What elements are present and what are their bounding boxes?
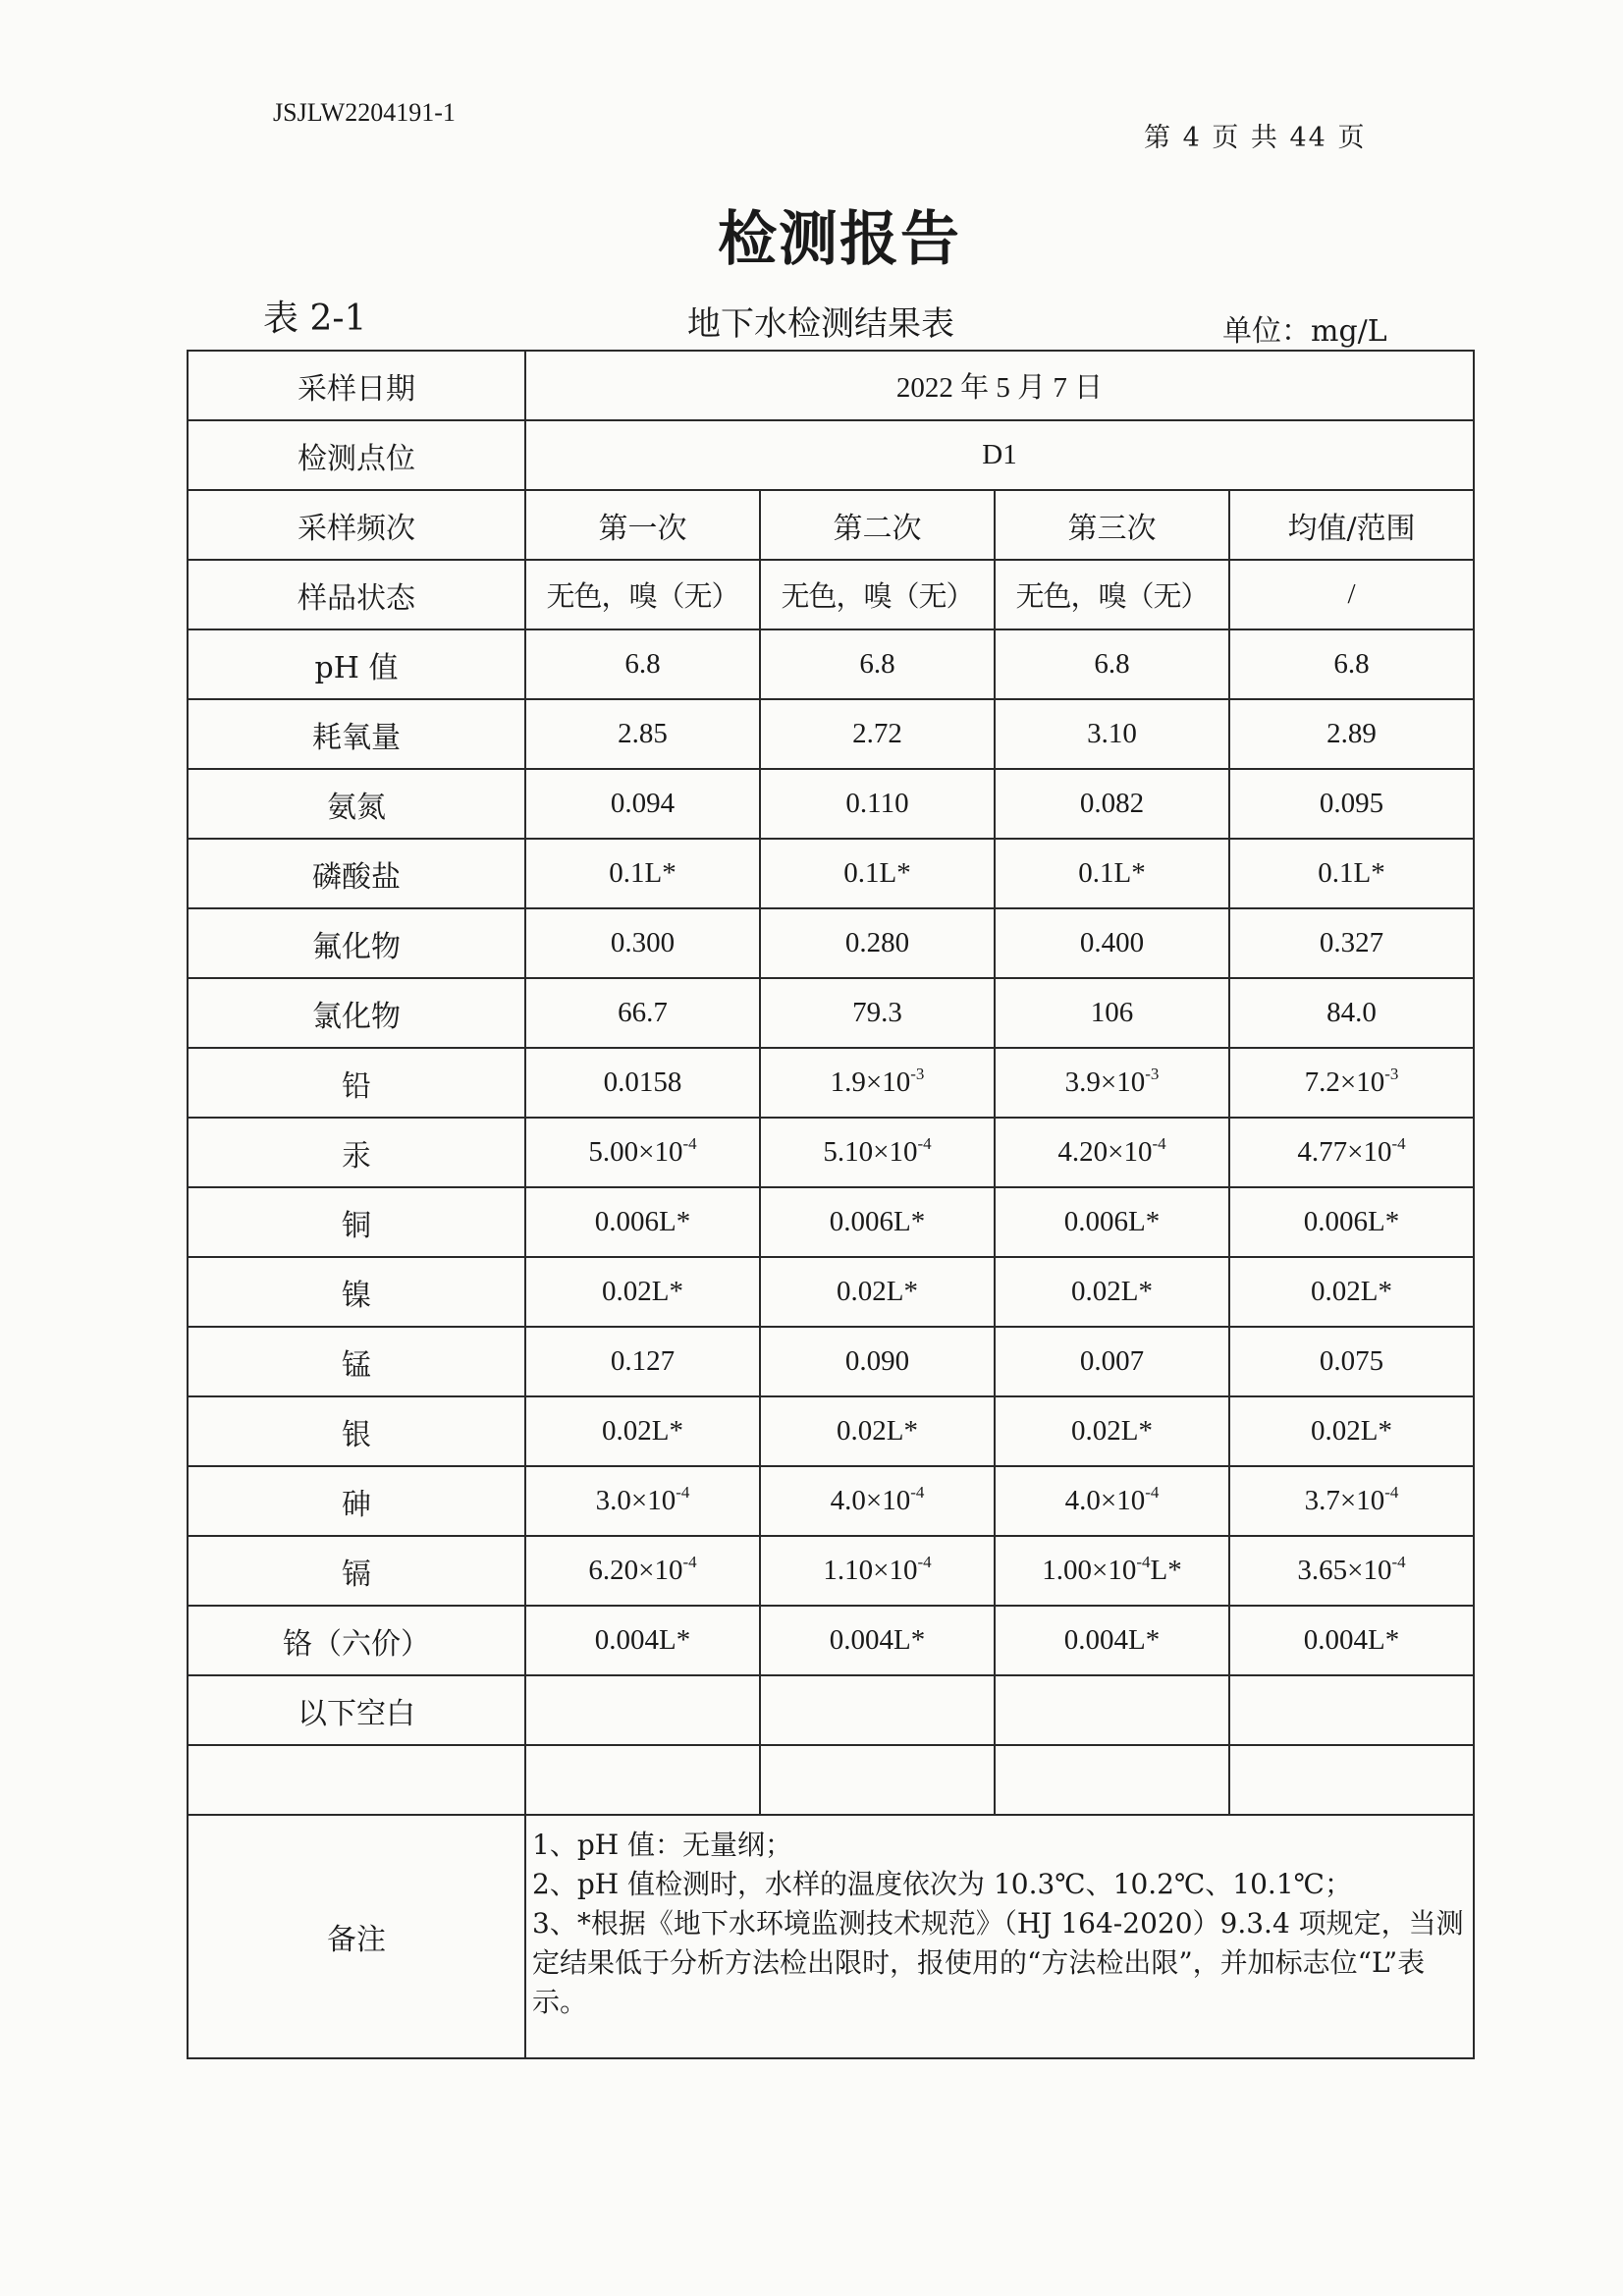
sample-state-label: 样品状态 <box>188 560 525 629</box>
measurement-exponent: -4 <box>682 1134 697 1153</box>
measurement-flag: L* <box>1150 1555 1182 1586</box>
measurement-cell <box>995 1257 1229 1327</box>
results-table <box>187 350 1475 2059</box>
measurement-value: 0.006L* <box>1303 1206 1400 1237</box>
measurement-value: 2.89 <box>1326 718 1377 749</box>
table-row <box>188 1396 1474 1466</box>
parameter-label: 镉 <box>188 1536 525 1606</box>
measurement-cell <box>995 908 1229 978</box>
measurement-exponent: -4 <box>917 1134 932 1153</box>
table-row <box>188 1118 1474 1187</box>
measurement-cell <box>1229 1466 1474 1536</box>
measurement-value: 0.006L* <box>829 1206 926 1237</box>
table-number: 表 2-1 <box>263 299 367 339</box>
measurement-cell <box>995 1536 1229 1606</box>
measurement-cell <box>525 1606 760 1675</box>
measurement-value: 1.10×10 <box>823 1555 918 1586</box>
measurement-exponent: -4 <box>682 1553 697 1571</box>
measurement-cell <box>1229 1048 1474 1118</box>
measurement-cell <box>525 908 760 978</box>
measurement-exponent: -4 <box>1136 1553 1151 1571</box>
measurement-value: 0.02L* <box>1071 1276 1153 1307</box>
measurement-value: 84.0 <box>1326 997 1377 1028</box>
measurement-cell <box>525 1745 760 1815</box>
measurement-exponent: -3 <box>1384 1065 1399 1083</box>
measurement-cell <box>995 1606 1229 1675</box>
measurement-cell <box>995 1675 1229 1745</box>
measurement-value: 3.0×10 <box>595 1485 676 1516</box>
measurement-value: 0.1L* <box>1078 857 1146 889</box>
parameter-label: 锰 <box>188 1327 525 1396</box>
table-row <box>188 1536 1474 1606</box>
measurement-value: 1.9×10 <box>830 1066 911 1098</box>
sampling-date-row <box>188 351 1474 420</box>
measurement-value: 0.280 <box>844 927 910 958</box>
measurement-cell <box>525 1118 760 1187</box>
measurement-value: 0.006L* <box>594 1206 691 1237</box>
measurement-cell <box>995 769 1229 839</box>
measurement-cell <box>995 1048 1229 1118</box>
sample-state-row <box>188 560 1474 629</box>
measurement-value: 5.00×10 <box>588 1136 683 1168</box>
measurement-value: 0.094 <box>610 788 676 819</box>
measurement-cell <box>1229 1536 1474 1606</box>
measurement-cell <box>1229 1257 1474 1327</box>
measurement-cell <box>1229 1187 1474 1257</box>
sampling-date-value: 2022 年 5 月 7 日 <box>525 351 1474 420</box>
measurement-value: 0.110 <box>845 788 909 819</box>
measurement-cell <box>760 1257 995 1327</box>
measurement-value: 2.72 <box>852 718 902 749</box>
site-label: 检测点位 <box>188 420 525 490</box>
table-row <box>188 629 1474 699</box>
measurement-exponent: -4 <box>1145 1483 1160 1502</box>
measurement-value: 6.8 <box>624 648 661 680</box>
measurement-cell <box>760 1187 995 1257</box>
measurement-cell <box>995 1118 1229 1187</box>
sample-state-1: 无色，嗅（无） <box>525 560 760 629</box>
measurement-value: 3.65×10 <box>1297 1555 1392 1586</box>
table-row <box>188 978 1474 1048</box>
measurement-cell <box>525 699 760 769</box>
parameter-label: 铅 <box>188 1048 525 1118</box>
measurement-cell <box>1229 839 1474 908</box>
parameter-label <box>188 1745 525 1815</box>
measurement-exponent: -3 <box>1145 1065 1160 1083</box>
parameter-label: 砷 <box>188 1466 525 1536</box>
measurement-value: 0.400 <box>1079 927 1145 958</box>
parameter-label: 以下空白 <box>188 1675 525 1745</box>
measurement-cell <box>525 769 760 839</box>
measurement-cell <box>995 629 1229 699</box>
measurement-cell <box>995 1327 1229 1396</box>
measurement-value: 5.10×10 <box>823 1136 918 1168</box>
measurement-exponent: -3 <box>910 1065 925 1083</box>
measurement-value: 0.082 <box>1079 788 1145 819</box>
site-row <box>188 420 1474 490</box>
sample-state-3: 无色，嗅（无） <box>995 560 1229 629</box>
measurement-cell <box>525 1048 760 1118</box>
table-row <box>188 1187 1474 1257</box>
measurement-cell <box>525 1536 760 1606</box>
measurement-cell <box>1229 629 1474 699</box>
measurement-cell <box>995 1745 1229 1815</box>
measurement-cell <box>760 769 995 839</box>
frequency-1: 第一次 <box>525 490 760 560</box>
measurement-value: 3.10 <box>1087 718 1137 749</box>
measurement-value: 6.8 <box>1094 648 1130 680</box>
measurement-value: 0.006L* <box>1063 1206 1161 1237</box>
measurement-cell <box>760 908 995 978</box>
frequency-row <box>188 490 1474 560</box>
measurement-cell <box>525 839 760 908</box>
measurement-value: 0.1L* <box>1318 857 1385 889</box>
remark-line: 1、pH 值：无量纲； <box>532 1829 793 1861</box>
parameter-label: 镍 <box>188 1257 525 1327</box>
frequency-label: 采样频次 <box>188 490 525 560</box>
measurement-exponent: -4 <box>676 1483 690 1502</box>
table-row <box>188 1606 1474 1675</box>
measurement-cell <box>1229 978 1474 1048</box>
measurement-cell <box>760 1606 995 1675</box>
parameter-label: 汞 <box>188 1118 525 1187</box>
measurement-cell <box>760 629 995 699</box>
parameter-label: 铜 <box>188 1187 525 1257</box>
measurement-cell <box>525 1327 760 1396</box>
measurement-cell <box>525 1257 760 1327</box>
parameter-label: 氟化物 <box>188 908 525 978</box>
measurement-cell <box>1229 1745 1474 1815</box>
measurement-cell <box>995 1187 1229 1257</box>
measurement-cell <box>760 1048 995 1118</box>
measurement-exponent: -4 <box>1391 1134 1406 1153</box>
table-row <box>188 699 1474 769</box>
measurement-cell <box>760 1466 995 1536</box>
measurement-cell <box>760 1745 995 1815</box>
measurement-cell <box>995 978 1229 1048</box>
measurement-value: 0.02L* <box>1311 1415 1392 1447</box>
measurement-value: 0.095 <box>1319 788 1384 819</box>
measurement-cell <box>525 1396 760 1466</box>
measurement-cell <box>525 1466 760 1536</box>
measurement-cell <box>760 1327 995 1396</box>
table-row <box>188 1257 1474 1327</box>
measurement-cell <box>1229 1118 1474 1187</box>
measurement-cell <box>1229 1396 1474 1466</box>
remark-line: 2、pH 值检测时，水样的温度依次为 10.3℃、10.2℃、10.1℃； <box>532 1868 1352 1900</box>
table-row <box>188 839 1474 908</box>
parameter-label: 耗氧量 <box>188 699 525 769</box>
measurement-cell <box>525 1187 760 1257</box>
measurement-cell <box>760 839 995 908</box>
measurement-cell <box>995 1396 1229 1466</box>
measurement-value: 0.090 <box>844 1345 910 1377</box>
measurement-exponent: -4 <box>1152 1134 1166 1153</box>
parameter-label: 铬（六价） <box>188 1606 525 1675</box>
measurement-value: 0.1L* <box>843 857 911 889</box>
measurement-value: 0.075 <box>1319 1345 1384 1377</box>
sampling-date-label: 采样日期 <box>188 351 525 420</box>
measurement-value: 2.85 <box>618 718 668 749</box>
frequency-3: 第三次 <box>995 490 1229 560</box>
frequency-mean: 均值/范围 <box>1229 490 1474 560</box>
measurement-value: 0.02L* <box>602 1415 683 1447</box>
measurement-value: 6.8 <box>1333 648 1370 680</box>
measurement-exponent: -4 <box>1391 1553 1406 1571</box>
measurement-value: 0.127 <box>610 1345 676 1377</box>
measurement-value: 0.02L* <box>837 1276 918 1307</box>
table-row <box>188 769 1474 839</box>
remarks-label: 备注 <box>188 1815 525 2058</box>
remarks-row <box>188 1815 1474 2058</box>
measurement-cell <box>760 1675 995 1745</box>
frequency-2: 第二次 <box>760 490 995 560</box>
measurement-value: 1.00×10 <box>1042 1555 1137 1586</box>
measurement-cell <box>760 1396 995 1466</box>
parameter-label: 氯化物 <box>188 978 525 1048</box>
table-title: 地下水检测结果表 <box>687 304 954 344</box>
remark-line: 3、*根据《地下水环境监测技术规范》（HJ 164-2020）9.3.4 项规定，当测定结果低于分析方法检出限时，报使用的“方法检出限”，并加标志位“L”表示。 <box>532 1907 1464 2018</box>
table-row <box>188 908 1474 978</box>
measurement-cell <box>760 1536 995 1606</box>
measurement-exponent: -4 <box>917 1553 932 1571</box>
measurement-exponent: -4 <box>910 1483 925 1502</box>
measurement-value: 4.0×10 <box>1064 1485 1146 1516</box>
measurement-value: 6.20×10 <box>588 1555 683 1586</box>
measurement-value: 0.004L* <box>594 1624 691 1656</box>
measurement-value: 3.7×10 <box>1304 1485 1385 1516</box>
measurement-value: 7.2×10 <box>1304 1066 1385 1098</box>
measurement-value: 6.8 <box>859 648 895 680</box>
measurement-cell <box>760 978 995 1048</box>
parameter-label: pH 值 <box>188 629 525 699</box>
measurement-cell <box>995 839 1229 908</box>
measurement-cell <box>525 978 760 1048</box>
measurement-value: 0.0158 <box>603 1066 682 1098</box>
measurement-cell <box>1229 699 1474 769</box>
measurement-cell <box>525 629 760 699</box>
unit-label: 单位：mg/L <box>1222 314 1387 349</box>
measurement-value: 0.1L* <box>609 857 676 889</box>
table-row <box>188 1675 1474 1745</box>
measurement-value: 0.02L* <box>837 1415 918 1447</box>
measurement-cell <box>760 699 995 769</box>
measurement-cell <box>760 1118 995 1187</box>
measurement-value: 0.02L* <box>1071 1415 1153 1447</box>
measurement-value: 0.02L* <box>1311 1276 1392 1307</box>
measurement-cell <box>995 1466 1229 1536</box>
parameter-label: 磷酸盐 <box>188 839 525 908</box>
measurement-cell <box>995 699 1229 769</box>
measurement-value: 79.3 <box>852 997 902 1028</box>
measurement-value: 4.20×10 <box>1057 1136 1153 1168</box>
document-id: JSJLW2204191-1 <box>273 98 456 127</box>
table-row <box>188 1048 1474 1118</box>
measurement-value: 0.004L* <box>1303 1624 1400 1656</box>
sample-state-mean: / <box>1229 560 1474 629</box>
measurement-value: 66.7 <box>618 997 668 1028</box>
measurement-cell <box>1229 1606 1474 1675</box>
measurement-cell <box>1229 908 1474 978</box>
measurement-value: 106 <box>1090 997 1134 1028</box>
measurement-exponent: -4 <box>1384 1483 1399 1502</box>
report-title: 检测报告 <box>718 205 961 274</box>
measurement-cell <box>1229 769 1474 839</box>
parameter-label: 银 <box>188 1396 525 1466</box>
measurement-value: 0.300 <box>610 927 676 958</box>
page-number: 第 4 页 共 44 页 <box>1144 123 1367 153</box>
remarks-content <box>525 1815 1474 2058</box>
measurement-value: 0.004L* <box>1063 1624 1161 1656</box>
measurement-value: 0.004L* <box>829 1624 926 1656</box>
measurement-cell <box>525 1675 760 1745</box>
parameter-label: 氨氮 <box>188 769 525 839</box>
table-row <box>188 1327 1474 1396</box>
measurement-cell <box>1229 1675 1474 1745</box>
measurement-value: 0.007 <box>1079 1345 1145 1377</box>
measurement-value: 4.0×10 <box>830 1485 911 1516</box>
measurement-value: 0.02L* <box>602 1276 683 1307</box>
measurement-value: 3.9×10 <box>1064 1066 1146 1098</box>
site-value: D1 <box>525 420 1474 490</box>
measurement-cell <box>1229 1327 1474 1396</box>
measurement-value: 4.77×10 <box>1297 1136 1392 1168</box>
sample-state-2: 无色，嗅（无） <box>760 560 995 629</box>
measurement-value: 0.327 <box>1319 927 1384 958</box>
table-row <box>188 1745 1474 1815</box>
table-row <box>188 1466 1474 1536</box>
